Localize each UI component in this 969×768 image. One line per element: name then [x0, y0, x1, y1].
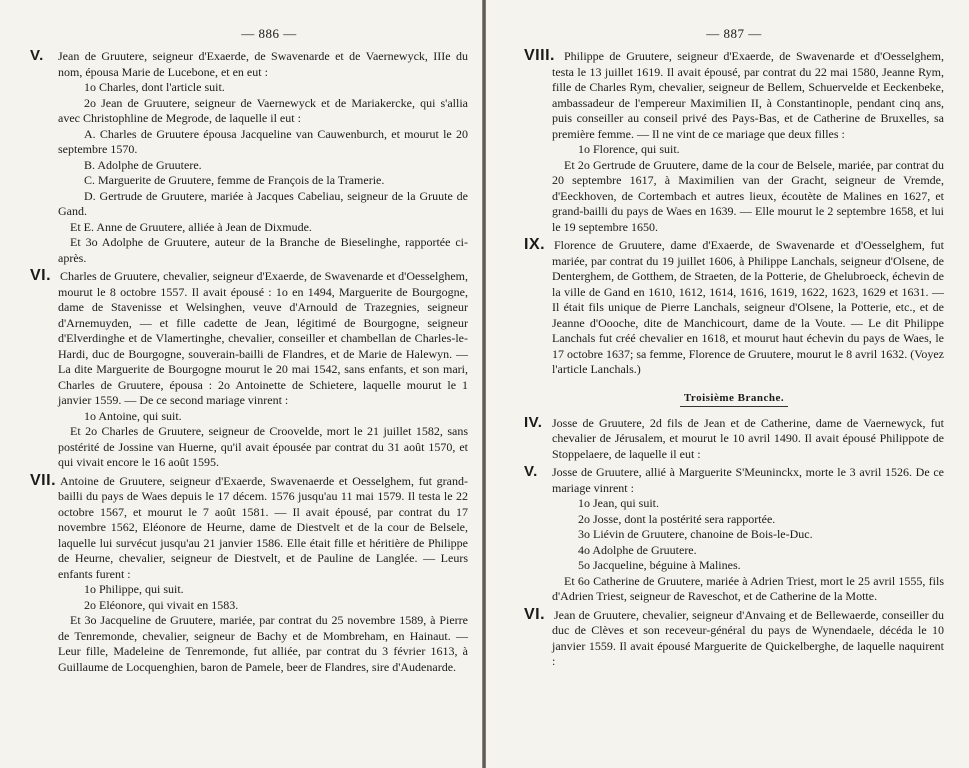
- entry-text: Josse de Gruutere, 2d fils de Jean et de Catherine, dame de Vaernewyck, fut chevalier de Jérusalem, et mourut le 10 avril 1490. Il avait épousé Philippote de Stoppelaere, de laquelle il eut :: [552, 415, 944, 461]
- page-number: — 886 —: [241, 26, 297, 41]
- entry-ix: [524, 237, 944, 378]
- child-item: 1o Florence, qui suit.: [578, 142, 680, 156]
- child-item: 5o Jacqueline, béguine à Malines.: [578, 558, 741, 572]
- generation-numeral: V.: [524, 463, 538, 480]
- entry-v: [524, 464, 944, 496]
- child-item: 4o Adolphe de Gruutere.: [578, 542, 697, 557]
- entry-text: Charles de Gruutere, chevalier, seigneur d'Exaerde, de Swavenarde et d'Oesselghem, mourut le 8 octobre 1557. Il avait épousé : 1o en 1494, Marguerite de Bourgogne, dame de Stavenisse et Welsinghen, veuve d'Arnould de Trazegnies, seigneur d'Arnemuyden, — et fille cadette de Jean, légitimé de Bourgogne, seigneur d'Elverdinghe et de Vlamertinghe, chevalier, conseiller et chambellan de Charles-le-Hardi, duc de Bourgogne, souverain-bailli de Flandres, et de Marie de Halewyn. — La dite Marguerite de Bourgogne mourut le 20 mai 1542, sans enfants, et son mari, Charles de Gruutere, épousa : 2o Antoinette de Schietere, laquelle mourut le 1 janvier 1559. — De ce second mariage vinrent :: [58, 269, 468, 407]
- child-item: 1o Philippe, qui suit.: [84, 582, 184, 596]
- generation-numeral: VI.: [524, 605, 546, 623]
- left-page-content: [30, 26, 468, 675]
- section-heading: [524, 392, 944, 407]
- grandchild-item: C. Marguerite de Gruutere, femme de François de la Tramerie.: [84, 173, 385, 187]
- generation-numeral: V.: [30, 47, 44, 64]
- section-heading-text: Troisième Branche.: [680, 392, 788, 407]
- child-item: 3o Liévin de Gruutere, chanoine de Bois-le-Duc.: [578, 527, 813, 541]
- page-number: — 887 —: [706, 26, 762, 41]
- generation-numeral: IX.: [524, 236, 546, 253]
- child-item: 1o Charles, dont l'article suit.: [84, 80, 225, 94]
- grandchild-item: D. Gertrude de Gruutere, mariée à Jacques Cabeliau, seigneur de la Gruute de Gand.: [58, 188, 468, 218]
- entry-v: [30, 48, 468, 80]
- entry-text: Philippe de Gruutere, seigneur d'Exaerde, de Swavenarde et d'Oesselghem, testa le 13 juillet 1619. Il avait épousé, par contrat du 22 mai 1580, Jeanne Rym, fille de Charles Rym, chevalier, seigneur de Bellem, Schuervelde et Eeckenbeke, ambassadeur de l'empereur Maximilien II, à Constantinople, pendant cinq ans, puis conseiller au conseil privé des Pays-Bas, et de Catherine de Bruxelles, sa première femme. — Il ne vint de ce mariage que deux filles :: [552, 49, 944, 141]
- entry-vii: [30, 473, 468, 583]
- entry-vi: [524, 607, 944, 670]
- child-item: Et 3o Jacqueline de Gruutere, mariée, par contrat du 25 novembre 1589, à Pierre de Tenremonde, chevalier, seigneur de Bachy et de Mombreham, en Hainaut. — Leur fille, Madeleine de Tenremonde, fut alliée, par contrat du 3 février 1613, à Guillaume de Locquenghien, baron de Pamele, beer de Flandres, sire d'Audenarde.: [58, 613, 468, 674]
- child-item: Et 6o Catherine de Gruutere, mariée à Adrien Triest, mort le 25 avril 1555, fils d'Adrien Triest, seigneur de Raveschot, et de Catherine de la Motte.: [552, 573, 944, 603]
- generation-numeral: VIII.: [524, 47, 555, 64]
- child-item: Et 2o Gertrude de Gruutere, dame de la cour de Belsele, mariée, par contrat du 20 septembre 1617, à Maximilien van der Gracht, seigneur de Vremde, d'Eeckhoven, de Cortembach et autres lieux, écoutète de Malines en 1627, et grand-bailli du pays de Waes en 1639. — Elle mourut le 2 septembre 1658, et lui le 19 septembre 1650.: [552, 157, 944, 234]
- right-page-content: [524, 26, 944, 670]
- child-item: 1o Antoine, qui suit.: [84, 408, 182, 423]
- child-item: Et 2o Charles de Gruutere, seigneur de Croovelde, mort le 21 juillet 1582, sans postérité de Jossine van Huerne, qu'il avait épousée par contrat du 31 août 1570, et qui vivait encore le 16 août 1595.: [58, 424, 468, 469]
- right-page: [486, 0, 969, 768]
- grandchild-item: Et E. Anne de Gruutere, alliée à Jean de Dixmude.: [70, 219, 312, 234]
- entry-iv: [524, 415, 944, 463]
- child-item: 1o Jean, qui suit.: [578, 496, 659, 510]
- grandchild-item: A. Charles de Gruutere épousa Jacqueline van Cauwenburch, et mourut le 20 septembre 1570.: [58, 126, 468, 156]
- generation-numeral: VI.: [30, 267, 52, 284]
- child-item: 2o Josse, dont la postérité sera rapportée.: [578, 511, 776, 526]
- grandchild-item: B. Adolphe de Gruutere.: [84, 157, 202, 172]
- entry-text: Jean de Gruutere, chevalier, seigneur d'Anvaing et de Bellewaerde, conseiller du duc de Clèves et son receveur-général du pays de Wynendaele, décéda le 10 janvier 1559. Il avait épousé Marguerite de Quickelberghe, de laquelle naquirent :: [552, 607, 944, 668]
- entry-text: Josse de Gruutere, allié à Marguerite S'Meuninckx, morte le 3 avril 1526. De ce mariage vinrent :: [552, 465, 944, 495]
- child-item: 2o Eléonore, qui vivait en 1583.: [84, 597, 239, 612]
- child-item: 2o Jean de Gruutere, seigneur de Vaernewyck et de Mariakercke, qui s'allia avec Christophline de Megrode, de laquelle il eut :: [58, 95, 468, 125]
- entry-text: Antoine de Gruutere, seigneur d'Exaerde, Swavenaerde et Oesselghem, fut grand-bailli du pays de Waes depuis le 17 décem. 1576 jusqu'au 11 mai 1579. Il testa le 22 octobre 1567, et mourut le 7 août 1581. — Il avait épousé, par contrat du 17 novembre 1562, Eléonore de Heurne, dame de Diestvelt et de la cour de Belsele, laquelle lui survécut jusqu'au 21 janvier 1586. Elle était fille et héritière de Philippe de Heurne, chevalier, seigneur de Diestvelt, et de Pauline de Langlée. — Leurs enfants furent :: [58, 473, 468, 581]
- entry-text: Florence de Gruutere, dame d'Exaerde, de Swavenarde et d'Oesselghem, fut mariée, par contrat du 19 juillet 1606, à Philippe Lanchals, seigneur d'Olsene, de Denterghem, de Gotthem, de Straeten, de la Potterie, de Ghelubroeck, échevin de la ville de Gand en 1610, 1612, 1614, 1616, 1619, 1622, 1623, 1629 et 1631. — Il était fils unique de Pierre Lanchals, seigneur d'Olsene, la Potterie, etc., et de Jeanne d'Oooche, dite de Manchicourt, dame de la Voute. — Le dit Philippe Lanchals fut créé chevalier en 1618, et mourut haut échevin du pays de Waes, le 17 octobre 1637; sa femme, Florence de Gruutere, mourut le 8 avril 1632. (Voyez l'article Lanchals.): [552, 238, 944, 376]
- left-page: [0, 0, 482, 768]
- entry-text: Jean de Gruutere, seigneur d'Exaerde, de Swavenarde et de Vaernewyck, IIIe du nom, épousa Marie de Lucebone, et en eut :: [58, 49, 468, 79]
- generation-numeral: VII.: [30, 471, 57, 489]
- child-item: Et 3o Adolphe de Gruutere, auteur de la Branche de Bieselinghe, rapportée ci-après.: [58, 235, 468, 265]
- generation-numeral: IV.: [524, 413, 543, 431]
- entry-viii: [524, 48, 944, 142]
- entry-vi: [30, 268, 468, 409]
